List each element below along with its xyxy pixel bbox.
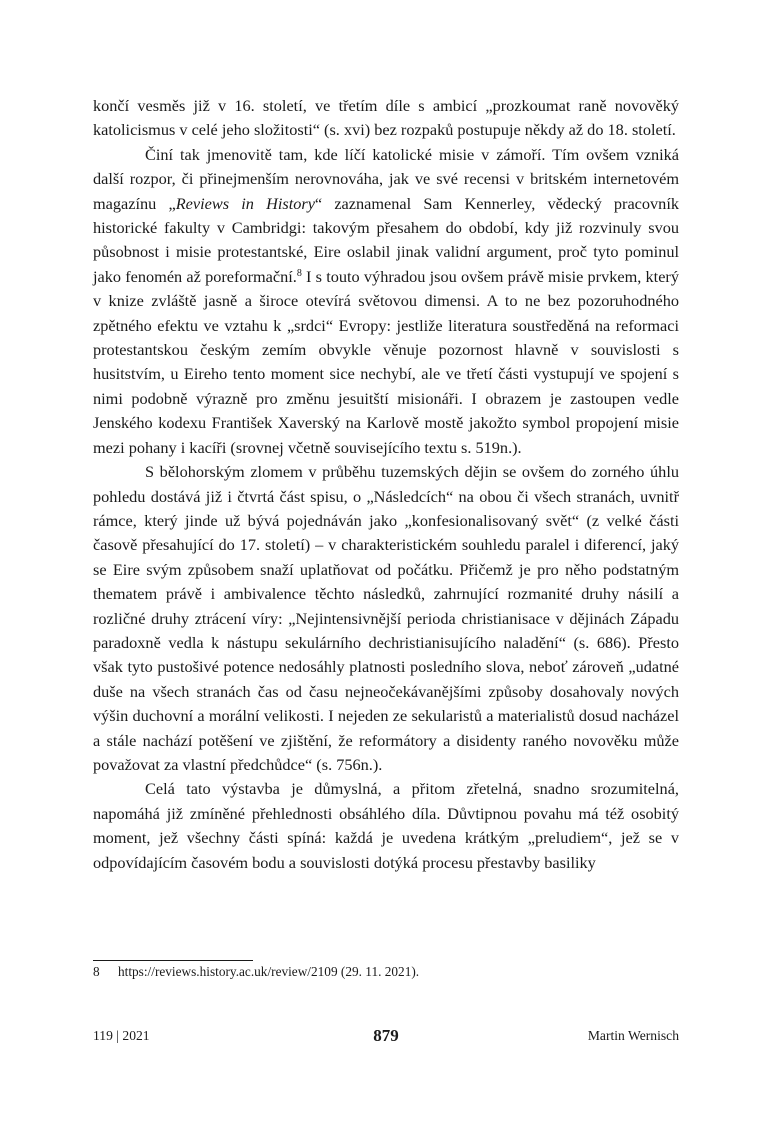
author-name: Martin Wernisch <box>587 1028 679 1043</box>
body-text <box>93 94 679 875</box>
page-number: 879 <box>373 1026 399 1045</box>
paragraph <box>93 777 679 875</box>
footnote-divider <box>93 960 253 961</box>
text-run: I s touto výhradou jsou ovšem právě misie prvkem, který v knize zvláště jasně a široce otevírá světovou dimensi. A to ne bez pozoruhodného zpětného efektu ve vztahu k „srdci“ Evropy: jestliže literatura soustředěná na reformaci protestantskou českým zemím obvykle věnuje pozornost hlavně v souvislosti s husitstvím, u Eireho tento moment sice nechybí, ale ve třetí části vystupují ve spojení s nimi podobně výrazně pro změnu jesuitští misionáři. I obrazem je zastoupen vedle Jenského kodexu František Xaverský na Karlově mostě jakožto symbol propojení misie mezi pohany i kacíři (srovnej včetně souvisejícího textu s. 519n.). <box>93 266 679 457</box>
text-run: Celá tato výstavba je důmyslná, a přitom zřetelná, snadno srozumitelná, napomáhá již zmíněné přehlednosti obsáhlého díla. Důvtipnou povahu má též osobitý moment, jež všechny části spíná: každá je uvedena krátkým „preludiem“, jež se v odpovídajícím časovém bodu a souvislosti dotýká procesu přestavby basiliky <box>93 779 679 872</box>
footnote-number: 8 <box>93 964 100 979</box>
footnote-reference: 8 <box>296 267 302 279</box>
paragraph <box>93 460 679 777</box>
text-run: končí vesměs již v 16. století, ve třetím díle s ambicí „prozkoumat raně novověký katolicismus v celé jeho složitosti“ (s. xvi) bez rozpaků postupuje někdy až do 18. století. <box>93 96 679 140</box>
text-run: Činí tak jmenovitě tam, kde líčí katolické misie v zámoří. Tím ovšem vzniká další rozpor, či přinejmenším nerovnováha, jak ve své recensi v britském internetovém magazínu „ <box>93 144 679 213</box>
text-run: “ zaznamenal Sam Kennerley, vědecký pracovník historické fakulty v Cambridgi: takovým přesahem do období, kdy již rozvinuly svou působnost i misie protestantské, Eire oslabil jinak validní argument, proč tyto pominul jako fenomén až poreformační. <box>93 193 679 286</box>
italic-title: Reviews in History <box>175 193 315 213</box>
text-run: S bělohorským zlomem v průběhu tuzemských dějin se ovšem do zorného úhlu pohledu dostává již i čtvrtá část spisu, o „Následcích“ na obou či všech stranách, uvnitř rámce, který jinde už bývá pojednáván jako „konfesionalisovaný svět“ (z velké části časově přesahující do 17. století) – v charakteristickém souhledu paralel i diferencí, jaký se Eire svým způsobem snaží uplatňovat od počátku. Přičemž je pro něho podstatným thematem právě i ambivalence těchto následků, zahrnující rozmanité druhy násilí a rozličné druhy ztrácení víry: „Nejintensivnější perioda christianisace v dějinách Západu paradoxně vedla k nástupu sekulárního dechristianisujícího naladění“ (s. 686). Přesto však tyto pustošivé potence nedosáhly platnosti posledního slova, neboť zároveň „udatné duše na všech stranách čas od času nejneočekávanějšími způsoby dosahovaly nových výšin duchovní a morální velikosti. I nejeden ze sekularistů a materialistů dosud nacházel a stále nachází potěšení ve zjištění, že reformátory a disidenty raného novověku může považovat za vlastní předchůdce“ (s. 756n.). <box>93 462 679 774</box>
page-footer <box>93 1026 679 1050</box>
journal-issue: 119 | 2021 <box>93 1028 150 1043</box>
footnote-text: https://reviews.history.ac.uk/review/2109 (29. 11. 2021). <box>118 964 420 979</box>
footnote <box>93 963 679 981</box>
paragraph <box>93 94 679 143</box>
paragraph <box>93 143 679 460</box>
